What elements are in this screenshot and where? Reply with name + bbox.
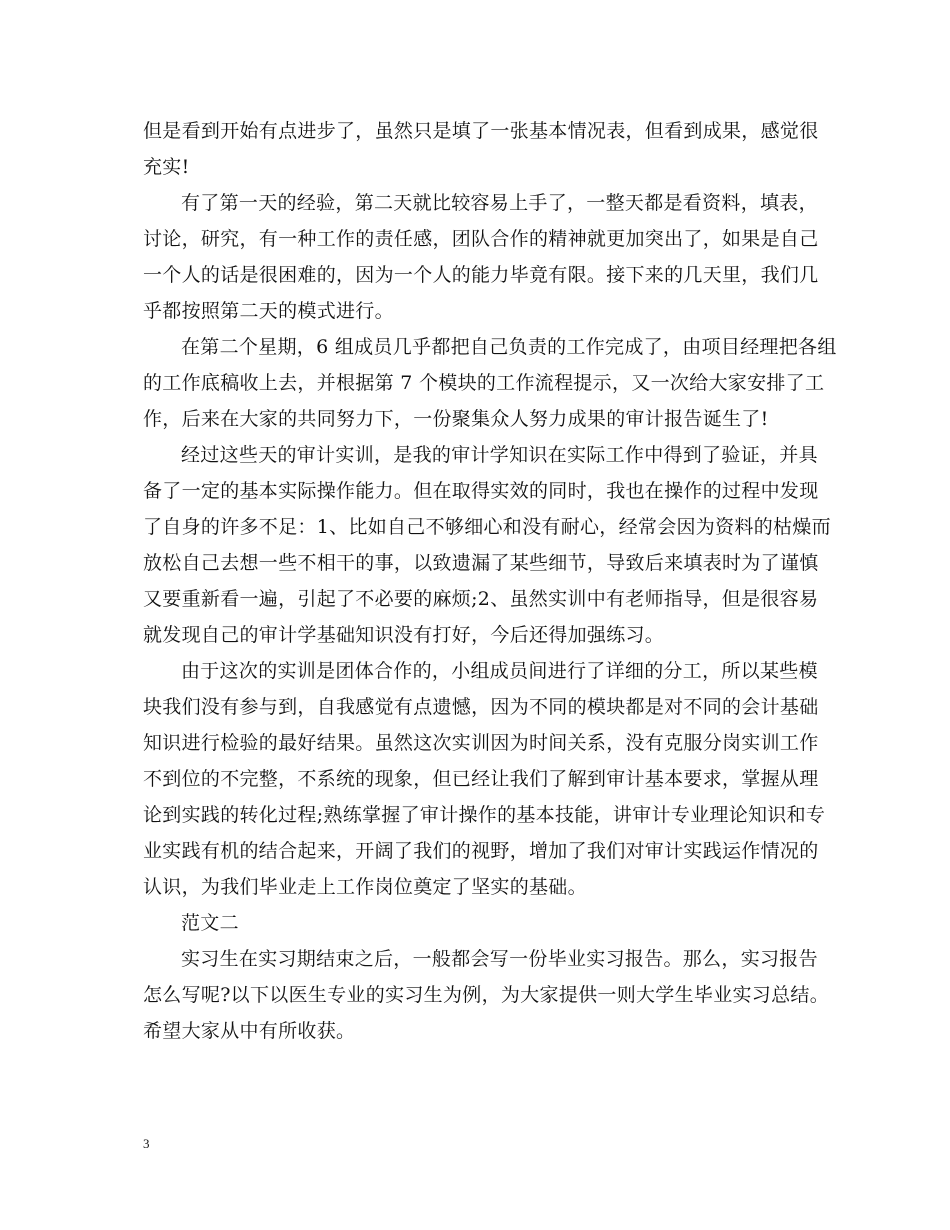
text-line: 希望大家从中有所收获。 <box>143 1020 356 1042</box>
text-line: 块我们没有参与到，自我感觉有点遗憾，因为不同的模块都是对不同的会计基础 <box>143 696 819 718</box>
text-line: 备了一定的基本实际操作能力。但在取得实效的同时，我也在操作的过程中发现 <box>143 480 819 502</box>
paragraph-start: 在第二个星期，6 组成员几乎都把自己负责的工作完成了，由项目经理把各组 <box>181 336 837 358</box>
text-line: 怎么写呢?以下以医生专业的实习生为例，为大家提供一则大学生毕业实习总结。 <box>143 984 829 1006</box>
text-line: 论到实践的转化过程;熟练掌握了审计操作的基本技能，讲审计专业理论知识和专 <box>143 804 826 826</box>
text-line: 了自身的许多不足：1、比如自己不够细心和没有耐心，经常会因为资料的枯燥而 <box>143 516 831 538</box>
text-line: 放松自己去想一些不相干的事，以致遗漏了某些细节，导致后来填表时为了谨慎 <box>143 552 819 574</box>
paragraph-start: 经过这些天的审计实训，是我的审计学知识在实际工作中得到了验证，并具 <box>181 444 818 466</box>
text-line: 不到位的不完整，不系统的现象，但已经让我们了解到审计基本要求，掌握从理 <box>143 768 819 790</box>
text-line: 一个人的话是很困难的，因为一个人的能力毕竟有限。接下来的几天里，我们几 <box>143 264 819 286</box>
paragraph-start: 由于这次的实训是团体合作的，小组成员间进行了详细的分工，所以某些模 <box>181 660 818 682</box>
text-line: 但是看到开始有点进步了，虽然只是填了一张基本情况表，但看到成果，感觉很 <box>143 120 819 142</box>
text-line: 讨论，研究，有一种工作的责任感，团队合作的精神就更加突出了，如果是自己 <box>143 228 819 250</box>
text-line: 又要重新看一遍，引起了不必要的麻烦;2、虽然实训中有老师指导，但是很容易 <box>143 588 819 610</box>
text-line: 就发现自己的审计学基础知识没有打好，今后还得加强练习。 <box>143 624 665 646</box>
paragraph-start: 有了第一天的经验，第二天就比较容易上手了，一整天都是看资料，填表， <box>181 192 818 214</box>
text-line: 作，后来在大家的共同努力下，一份聚集众人努力成果的审计报告诞生了! <box>143 408 769 430</box>
section-heading: 范文二 <box>181 912 239 934</box>
text-line: 业实践有机的结合起来，开阔了我们的视野，增加了我们对审计实践运作情况的 <box>143 840 819 862</box>
text-line: 充实! <box>143 156 190 178</box>
paragraph-start: 实习生在实习期结束之后，一般都会写一份毕业实习报告。那么，实习报告 <box>181 948 818 970</box>
text-line: 乎都按照第二天的模式进行。 <box>143 300 394 322</box>
text-line: 知识进行检验的最好结果。虽然这次实训因为时间关系，没有克服分岗实训工作 <box>143 732 819 754</box>
text-line: 认识，为我们毕业走上工作岗位奠定了坚实的基础。 <box>143 876 587 898</box>
text-line: 的工作底稿收上去，并根据第 7 个模块的工作流程提示，又一次给大家安排了工 <box>143 372 825 394</box>
page-number: 3 <box>143 1136 150 1151</box>
